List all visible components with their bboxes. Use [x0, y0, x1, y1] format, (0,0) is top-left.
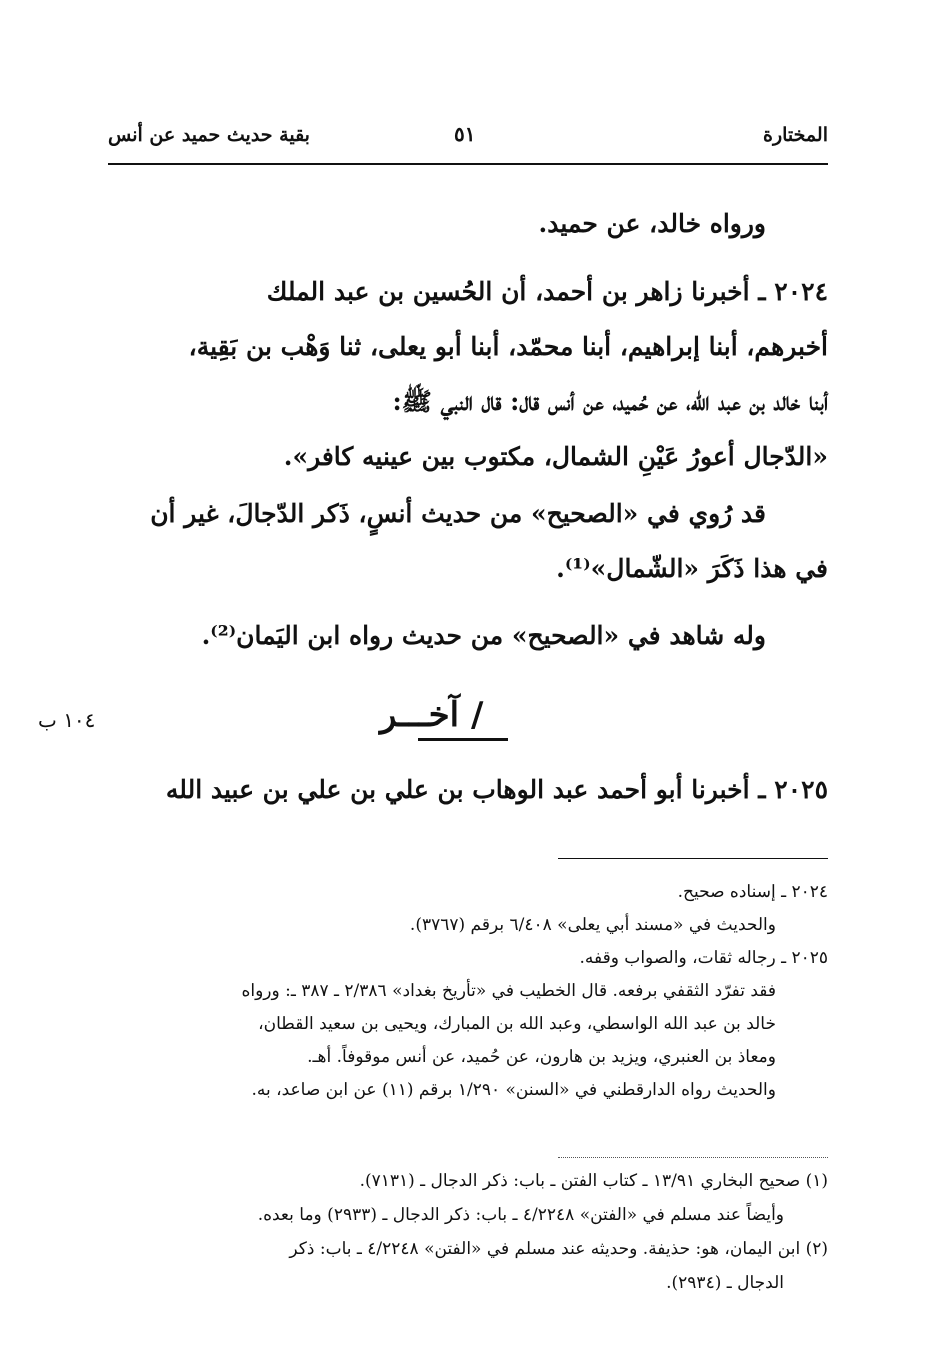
text-line: أبنا خالد بن عبد الله، عن حُميد، عن أنس قال: قال النبي ﷺ:: [392, 387, 828, 416]
footnotes-separator: [558, 1157, 828, 1158]
footnote-line: وأيضاً عند مسلم في «الفتن» ٤/٢٢٤٨ ـ باب: ذكر الدجال ـ (٢٩٣٣) وما بعده.: [257, 1205, 784, 1225]
text-line: أخبرهم، أبنا إبراهيم، أبنا محمّد، أبنا أبو يعلى، ثنا وَهْب بن بَقِية،: [188, 332, 828, 361]
text-line: ٢٠٢٥ ـ أخبرنا أبو أحمد عبد الوهاب بن علي بن علي بن عبيد الله: [165, 775, 828, 804]
hadith-2024: [108, 264, 828, 484]
footnote-line: (١) صحيح البخاري ١٣/٩١ ـ كتاب الفتن ـ باب: ذكر الدجال ـ (٧١٣١).: [359, 1171, 828, 1191]
editor-notes: [108, 876, 828, 1107]
text-line: ٢٠٢٤ ـ أخبرنا زاهر بن أحمد، أن الحُسين بن عبد الملك: [266, 277, 828, 306]
hadith-2025: [108, 762, 828, 817]
commentary-1: [108, 486, 828, 596]
body-line-narration: [108, 196, 828, 251]
header-rule: [108, 163, 828, 165]
section-heading: / آخـــر: [380, 695, 484, 735]
page-number: ٥١: [454, 122, 476, 146]
note-line: ٢٠٢٥ ـ رجاله ثقات، والصواب وقفه.: [579, 948, 828, 968]
note-line: ومعاذ بن العنبري، ويزيد بن هارون، عن حُميد، عن أنس موقوفاً. أهـ.: [307, 1047, 776, 1067]
text-line: ورواه خالد، عن حميد.: [538, 209, 766, 238]
footnotes: [108, 1164, 828, 1300]
section-title: بقية حديث حميد عن أنس: [108, 124, 310, 146]
footnote-line: الدجال ـ (٢٩٣٤).: [666, 1273, 784, 1293]
running-header: [108, 118, 828, 158]
heading-underline: [418, 738, 508, 741]
note-line: والحديث في «مسند أبي يعلى» ٦/٤٠٨ برقم (٣٧٦٧).: [409, 915, 776, 935]
text-line: «الدّجال أعورُ عَيْنِ الشمال، مكتوب بين عينيه كافر».: [283, 442, 828, 471]
text-line: قد رُوي في «الصحيح» من حديث أنسٍ، ذَكر الدّجالَ، غير أن: [150, 499, 766, 528]
footnote-line: (٢) ابن اليمان، هو: حذيفة. وحديثه عند مسلم في «الفتن» ٤/٢٢٤٨ ـ باب: ذكر: [289, 1239, 828, 1259]
note-line: والحديث رواه الدارقطني في «السنن» ١/٢٩٠ برقم (١١) عن ابن صاعد، به.: [251, 1080, 776, 1100]
manuscript-folio-note: ١٠٤ ب: [38, 708, 96, 732]
text-line: في هذا ذَكَرَ «الشّمال»⁽¹⁾.: [556, 554, 828, 583]
notes-separator: [558, 858, 828, 859]
note-line: ٢٠٢٤ ـ إسناده صحيح.: [677, 882, 828, 902]
book-title: المختارة: [763, 124, 828, 146]
note-line: خالد بن عبد الله الواسطي، وعبد الله بن المبارك، ويحيى بن سعيد القطان،: [258, 1014, 776, 1034]
text-line: وله شاهد في «الصحيح» من حديث رواه ابن اليَمان⁽²⁾.: [201, 621, 766, 650]
note-line: فقد تفرّد الثقفي برفعه. قال الخطيب في «تأريخ بغداد» ٢/٣٨٦ ـ ٣٨٧ ـ: ورواه: [241, 981, 776, 1001]
commentary-2: [108, 608, 828, 663]
